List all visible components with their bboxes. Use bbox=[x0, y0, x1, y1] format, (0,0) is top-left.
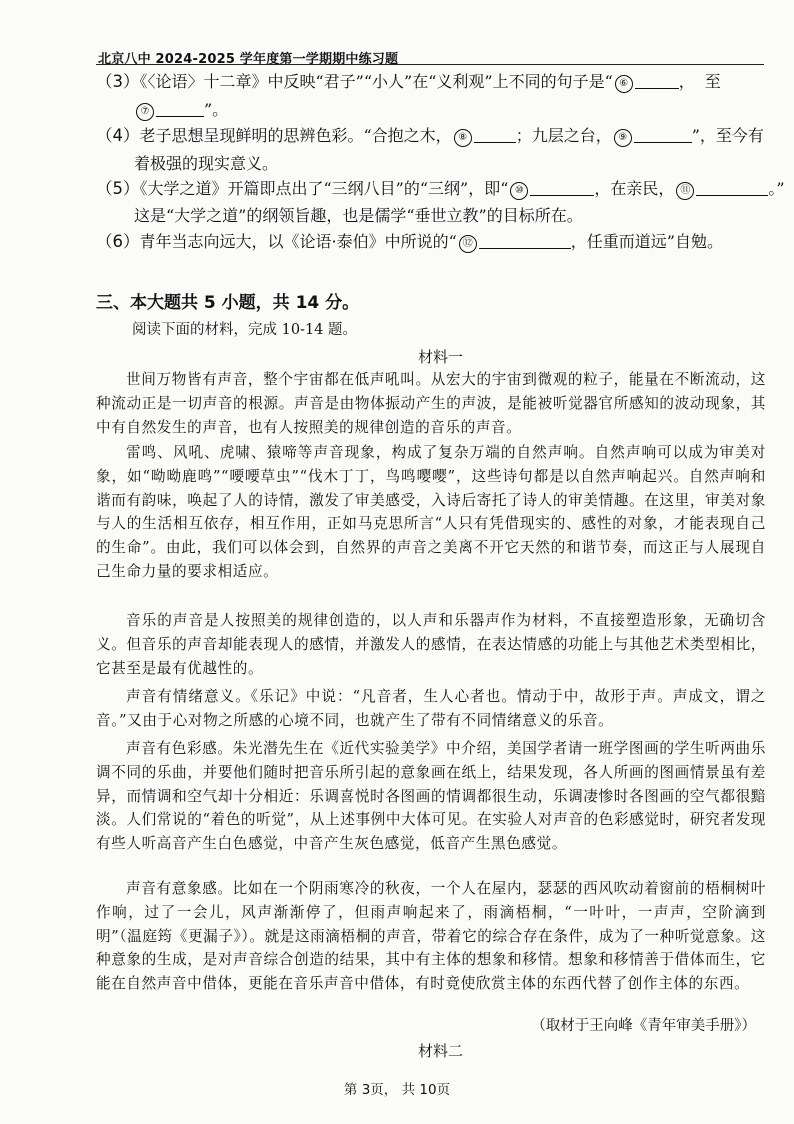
question-3-cont bbox=[134, 100, 228, 121]
material-2-title: 材料二 bbox=[418, 1042, 464, 1060]
answer-blank-8[interactable] bbox=[474, 126, 516, 143]
question-6-text-a: 青年当志向远大，以《论语·泰伯》中所说的“ bbox=[139, 232, 457, 251]
section-instruction: 阅读下面的材料，完成 10-14 题。 bbox=[132, 322, 358, 338]
section-title: 三、本大题共 5 小题，共 14 分。 bbox=[96, 293, 360, 313]
question-5 bbox=[96, 179, 785, 200]
question-4-text-c: ”，至今有 bbox=[691, 126, 764, 145]
question-6-text-b: ，任重而道远”自勉。 bbox=[570, 232, 723, 251]
material-1-source: （取材于王向峰《青年审美手册》） bbox=[531, 1018, 756, 1034]
blank-number-10: ⑩ bbox=[510, 182, 528, 200]
blank-number-12: ⑫ bbox=[459, 235, 477, 253]
paragraph-1: 世间万物皆有声音，整个宇宙都在低声吼叫。从宏大的宇宙到微观的粒子，能量在不断流动，这种流动正是一切声音的根源。声音是由物体振动产生的声波，是能被听觉器官所感知的波动现象，其中有自然发生的声音，也有人按照美的规律创造的音乐的声音。 bbox=[96, 371, 766, 436]
question-4-text-a: 老子思想呈现鲜明的思辨色彩。“合抱之木， bbox=[139, 126, 452, 145]
answer-blank-11[interactable] bbox=[696, 179, 768, 196]
blank-number-9: ⑨ bbox=[614, 129, 632, 147]
answer-blank-6[interactable] bbox=[635, 72, 679, 89]
question-6 bbox=[96, 232, 723, 253]
material-1-title: 材料一 bbox=[418, 348, 464, 366]
answer-blank-7[interactable] bbox=[156, 100, 204, 117]
question-3-end: ”。 bbox=[204, 100, 229, 119]
paragraph-6: 声音有意象感。比如在一个阴雨寒冷的秋夜，一个人在屋内，瑟瑟的西风吹动着窗前的梧桐树叶作响，过了一会儿，风声渐渐停了，但雨声响起来了，雨滴梧桐，“一叶叶，一声声，空阶滴到明”（温庭筠《更漏子》）。就是这雨滴梧桐的声音，带着它的综合存在条件，成为了一种听觉意象。这种意象的生成，是对声音综合创造的结果，其中有主体的想象和移情。想象和移情善于借体而生，它能在自然声音中借体，更能在音乐声音中借体，有时竟使欣赏主体的东西代替了创作主体的东西。 bbox=[96, 880, 766, 993]
answer-blank-10[interactable] bbox=[530, 179, 594, 196]
question-5-cont: 这是“大学之道”的纲领旨趣，也是儒学“垂世立教”的目标所在。 bbox=[134, 206, 583, 225]
question-3-label: （3） bbox=[96, 72, 140, 91]
blank-number-6: ⑥ bbox=[615, 75, 633, 93]
question-5-text-b: ，在亲民， bbox=[594, 179, 675, 198]
answer-blank-9[interactable] bbox=[634, 126, 692, 143]
blank-number-7: ⑦ bbox=[136, 103, 154, 121]
paragraph-2: 雷鸣、风吼、虎啸、猿啼等声音现象，构成了复杂万端的自然声响。自然声响可以成为审美对象，如“呦呦鹿鸣”“喓喓草虫”“伐木丁丁，鸟鸣嘤嘤”，这些诗句都是以自然声响起兴。自然声响和谐而有韵味，唤起了人的诗情，激发了审美感受，入诗后寄托了诗人的审美情趣。在这里，审美对象与人的生活相互依存，相互作用，正如马克思所言“人只有凭借现实的、感性的对象，才能表现自己的生命”。由此，我们可以体会到，自然界的声音之美离不开它天然的和谐节奏，而这正与人展现自己生命力量的要求相适应。 bbox=[96, 444, 766, 580]
question-6-label: （6） bbox=[96, 232, 140, 251]
blank-number-8: ⑧ bbox=[454, 129, 472, 147]
paragraph-4: 声音有情绪意义。《乐记》中说：“凡音者，生人心者也。情动于中，故形于声。声成文，谓之音。”又由于心对物之所感的心境不同，也就产生了带有不同情绪意义的乐音。 bbox=[96, 688, 766, 729]
question-4-text-b: ；九层之台， bbox=[515, 126, 612, 145]
header-divider bbox=[96, 64, 764, 65]
question-3-text: 《〈论语〉十二章》中反映“君子”“小人”在“义利观”上不同的句子是“ bbox=[139, 72, 613, 91]
answer-blank-12[interactable] bbox=[479, 232, 571, 249]
page-header: 北京八中 2024-2025 学年度第一学期期中练习题 bbox=[98, 52, 399, 67]
question-4-label: （4） bbox=[96, 126, 140, 145]
page-footer: 第 3页， 共 10页 bbox=[343, 1082, 451, 1098]
question-5-text-a: 《大学之道》开篇即点出了“三纲八目”的“三纲”，即“ bbox=[139, 179, 509, 198]
question-3: （3）《〈论语〉十二章》中反映“君子”“小人”在“义利观”上不同的句子是“ ⑥ ， 至 bbox=[96, 72, 721, 91]
question-4-cont: 着极强的现实意义。 bbox=[134, 154, 279, 173]
question-5-text-c: 。” bbox=[768, 179, 785, 198]
blank-number-11: ⑪ bbox=[676, 182, 694, 200]
paragraph-5: 声音有色彩感。朱光潜先生在《近代实验美学》中介绍，美国学者请一班学图画的学生听两曲乐调不同的乐曲，并要他们随时把音乐所引起的意象画在纸上，结果发现，各人所画的图画情景虽有差异，而情调和空气却十分相近：乐调喜悦时各图画的情调都很生动，乐调凄惨时各图画的空气都很黯淡。人们常说的“着色的听觉”，从上述事例中大体可见。在实验人对声音的色彩感觉时，研究者发现有些人听高音产生白色感觉，中音产生灰色感觉，低音产生黑色感觉。 bbox=[96, 740, 766, 853]
question-3-sep: ， bbox=[678, 72, 695, 91]
paragraph-3: 音乐的声音是人按照美的规律创造的，以人声和乐器声作为材料，不直接塑造形象，无确切含义。但音乐的声音却能表现人的感情，并激发人的感情，在表达情感的功能上与其他艺术类型相比，它甚至是最有优越性的。 bbox=[96, 612, 766, 677]
question-5-label: （5） bbox=[96, 179, 140, 198]
question-4 bbox=[96, 126, 764, 147]
